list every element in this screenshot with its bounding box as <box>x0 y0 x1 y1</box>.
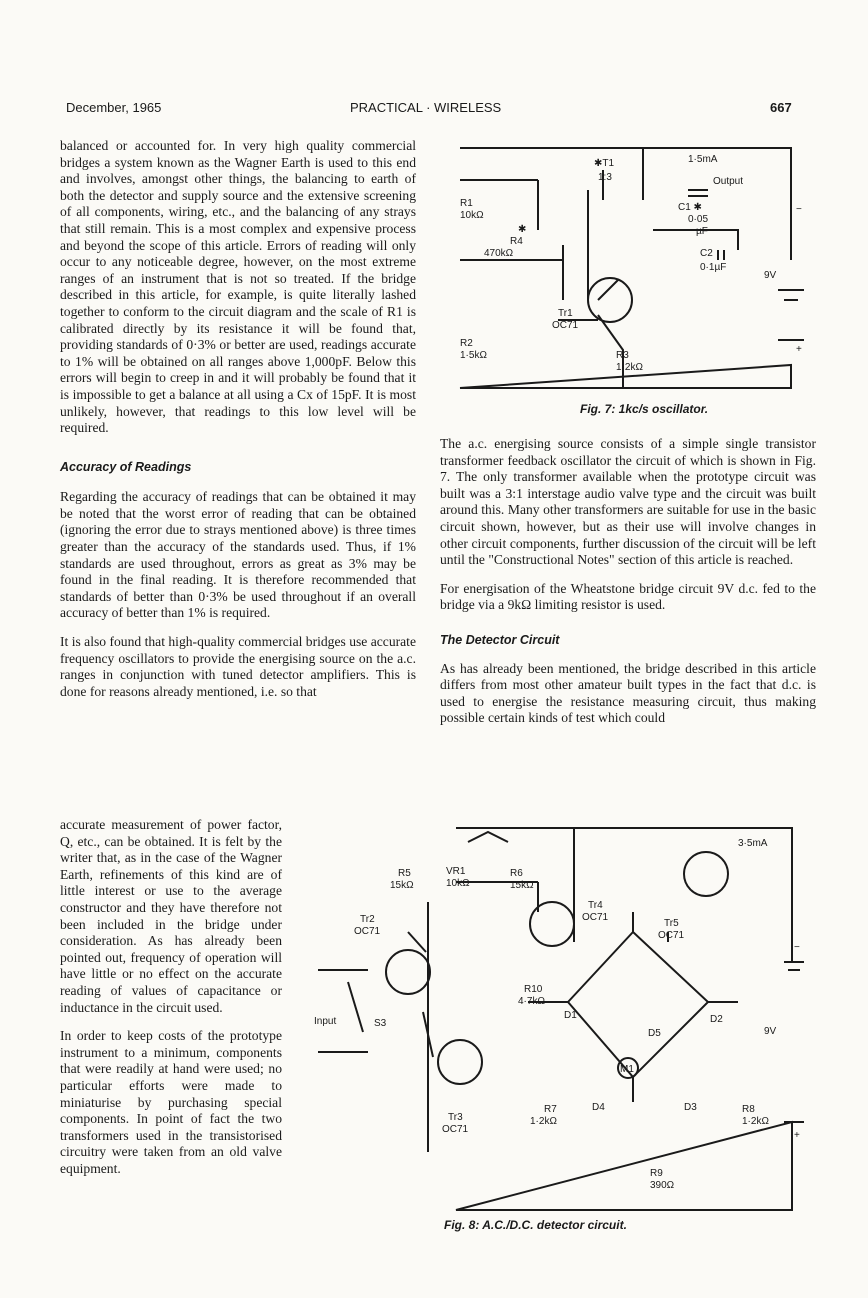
fig8-label-tr3: Tr3 <box>448 1112 463 1123</box>
fig7-label-ratio: 1:3 <box>598 172 612 183</box>
right-paragraph-1: The a.c. energising source consists of a simple single transistor transformer feedback oscillator the circuit of which is shown in Fig. 7. The only transformer available when the prototype circuit was built was a 3:1 interstage audio valve type and the circuit was built around this. Many other transformers are suitable for use in the basic circuit shown, however, but as their use will involve changes in other circuit components, further discussion of the circuit will be left until the "Constructional Notes" section of this article is reached. <box>440 436 816 568</box>
fig8-label-vr1: VR1 <box>446 866 466 877</box>
fig8-label-d4: D4 <box>592 1102 605 1113</box>
fig8-label-r9: R9 <box>650 1168 663 1179</box>
fig8-label-vr1v: 10kΩ <box>446 878 470 889</box>
fig8-label-r6v: 15kΩ <box>510 880 534 891</box>
fig7-label-c1: C1 ✱ <box>678 202 702 213</box>
fig7-label-r1v: 10kΩ <box>460 210 484 221</box>
fig7-label-r3v: 1·2kΩ <box>616 362 643 373</box>
left-paragraph-2: Regarding the accuracy of readings that can be obtained it may be noted that the worst error of reading that can be obtained (ignoring the error due to strays mentioned above) is three times greater than the accuracy of the standards used. Thus, if 1% standards are used throughout, errors as great as 3% may be found in the final reading. It is therefore recommended that standards of better than 0·3% be used throughout if an overall accuracy of better than 1% is required. <box>60 489 416 621</box>
fig8-caption: Fig. 8: A.C./D.C. detector circuit. <box>444 1218 627 1232</box>
left-column-narrow <box>60 817 282 1189</box>
fig8-label-tr5: Tr5 <box>664 918 679 929</box>
fig8-label-d1: D1 <box>564 1010 577 1021</box>
header-journal: PRACTICAL · WIRELESS <box>350 100 502 115</box>
fig7-label-r2v: 1·5kΩ <box>460 350 487 361</box>
fig7-label-c2: C2 <box>700 248 713 259</box>
fig7-oscillator-diagram <box>448 140 820 398</box>
fig7-label-tr1: Tr1 <box>558 308 573 319</box>
fig8-label-current: 3·5mA <box>738 838 768 849</box>
fig7-label-v: 9V <box>764 270 777 281</box>
fig8-label-input: Input <box>314 1016 337 1027</box>
fig8-label-m1: M1 <box>620 1064 634 1075</box>
fig8-label-minus: − <box>794 942 800 953</box>
right-paragraph-3: As has already been mentioned, the bridge described in this article differs from most other amateur built types in the fact that d.c. is used to energise the resistance measuring circuit, thus making possible certain kinds of test which could <box>440 660 816 726</box>
fig7-label-tr1t: OC71 <box>552 320 579 331</box>
fig8-label-r5: R5 <box>398 868 411 879</box>
fig8-label-tr3t: OC71 <box>442 1124 469 1135</box>
fig8-label-r10: R10 <box>524 984 543 995</box>
fig8-label-r8v: 1·2kΩ <box>742 1116 769 1127</box>
fig7-label-t1: ✱T1 <box>594 158 615 169</box>
left-paragraph-5: In order to keep costs of the prototype instrument to a minimum, components that were readily at hand were used; no particular efforts were made to miniaturise by purchasing special components. In point of fact the two transformers used in the transistorised circuitry were taken from an old valve equipment. <box>60 1028 282 1176</box>
fig7-label-output: Output <box>713 176 744 187</box>
left-column <box>60 138 416 700</box>
header-date: December, 1965 <box>66 100 162 115</box>
left-paragraph-4: accurate measurement of power factor, Q, etc., can be obtained. It is felt by the writer that, as in the case of the Wagner Earth, refinements of this kind are of little interest or use to the average constructor and they have therefore not been included in the bridge under consideration. As has already been pointed out, frequency of operation will have little or no effect on the accurate reading of values of capacitance or inductance in the circuit used. <box>60 817 282 1015</box>
fig8-label-r10v: 4·7kΩ <box>518 996 545 1007</box>
fig7-label-r4v: 470kΩ <box>484 248 514 259</box>
fig7-label-plus: + <box>796 344 802 355</box>
fig8-label-r6: R6 <box>510 868 523 879</box>
heading-detector: The Detector Circuit <box>440 632 560 647</box>
fig7-caption: Fig. 7: 1kc/s oscillator. <box>580 402 709 416</box>
fig8-label-plus: + <box>794 1130 800 1141</box>
fig8-label-r5v: 15kΩ <box>390 880 414 891</box>
fig8-label-r7: R7 <box>544 1104 557 1115</box>
left-paragraph-3: It is also found that high-quality commercial bridges use accurate frequency oscillators to provide the energising source on the a.c. ranges in conjunction with tuned detector amplifiers. This is done for reasons already mentioned, i.e. so that <box>60 634 416 699</box>
fig7-label-r1: R1 <box>460 198 473 209</box>
fig8-label-d2: D2 <box>710 1014 723 1025</box>
fig8-label-d3: D3 <box>684 1102 697 1113</box>
fig8-label-r9v: 390Ω <box>650 1180 675 1191</box>
left-paragraph-1: balanced or accounted for. In very high quality commercial bridges a system known as the Wagner Earth is used to this end and involves, amongst other things, the balancing to earth of both the detector and supply source and the extensive screening of all components, wiring, etc., and the balancing of any strays that still remain. This is a most complex and expensive process and beyond the scope of this article. Errors of reading will only occur to any noticeable degree, however, on the most extreme ranges of an instrument that is not so treated. If the bridge described in this article, for example, is quite literally lashed together to conform to the circuit diagram and the scale of R1 is calibrated directly by its resistance it will be found that, providing standards of 0·3% or better are used, readings accurate to 1% will be obtained on all ranges above 1,000pF. Below this errors will begin to creep in and it will probably be found that it is impossible to get a balance at all using a Cx of 15pF. It is most unlikely, however, that readings to this low level will be required. <box>60 138 416 436</box>
heading-accuracy: Accuracy of Readings <box>60 459 192 474</box>
fig8-label-tr2t: OC71 <box>354 926 381 937</box>
fig8-label-s3: S3 <box>374 1018 387 1029</box>
fig7-label-star: ✱ <box>518 224 527 235</box>
fig7-label-r4: R4 <box>510 236 523 247</box>
fig8-label-tr4: Tr4 <box>588 900 603 911</box>
fig7-label-c1v: 0·05 <box>688 214 709 225</box>
fig8-label-tr5t: OC71 <box>658 930 685 941</box>
fig8-label-r7v: 1·2kΩ <box>530 1116 557 1127</box>
fig7-label-r2: R2 <box>460 338 473 349</box>
fig8-label-r8: R8 <box>742 1104 755 1115</box>
fig8-label-tr4t: OC71 <box>582 912 609 923</box>
fig7-label-r3: R3 <box>616 350 629 361</box>
fig8-detector-diagram <box>308 822 808 1212</box>
fig7-label-minus: − <box>796 204 802 215</box>
fig8-label-tr2: Tr2 <box>360 914 375 925</box>
fig7-label-c2v: 0·1µF <box>700 262 727 273</box>
fig8-label-v: 9V <box>764 1026 777 1037</box>
fig7-label-current: 1·5mA <box>688 154 718 165</box>
fig8-label-d5: D5 <box>648 1028 661 1039</box>
page-number: 667 <box>770 100 792 115</box>
fig7-label-c1u: µF <box>696 226 708 237</box>
right-column <box>440 436 816 739</box>
right-paragraph-2: For energisation of the Wheatstone bridge circuit 9V d.c. fed to the bridge via a 9kΩ limiting resistor is used. <box>440 580 816 613</box>
